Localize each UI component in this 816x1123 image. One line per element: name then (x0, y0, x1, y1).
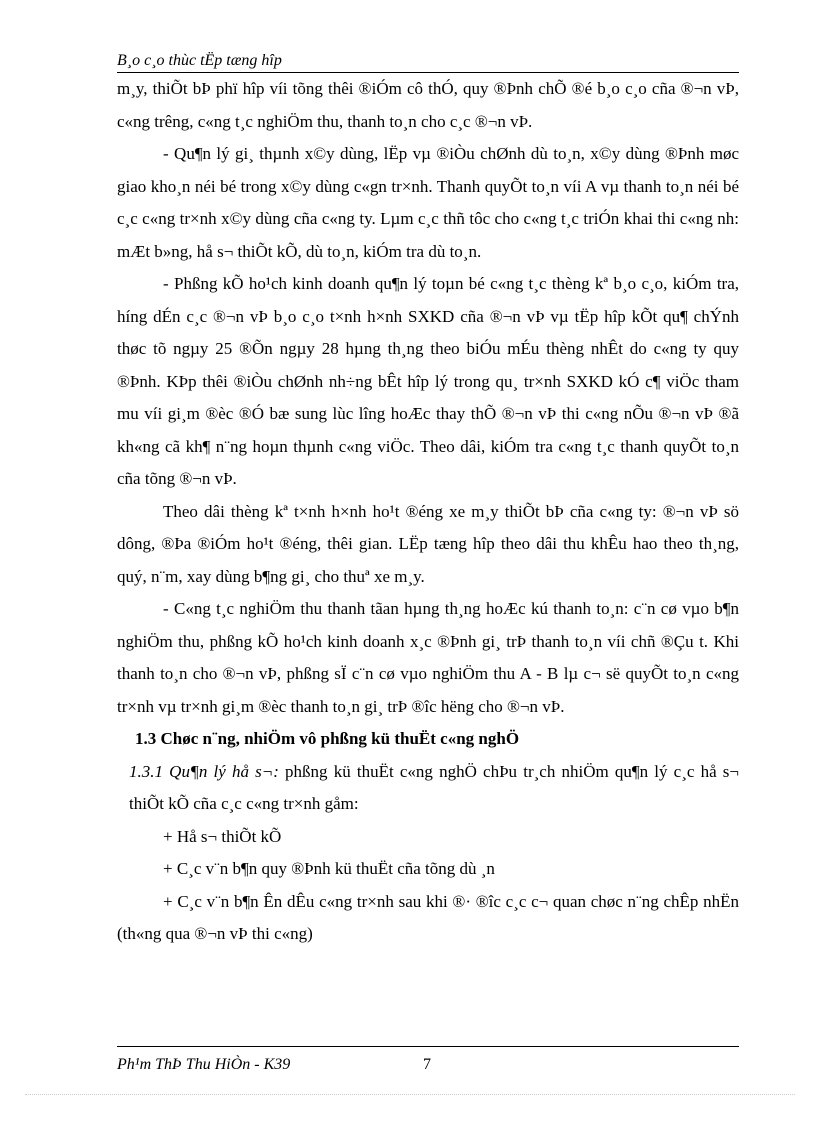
paragraph-cost-management: - Qu¶n lý gi¸ thµnh x©y dùng, lËp vµ ®iÒu chØnh dù to¸n, x©y dùng ®Þnh møc giao kho¸n néi bé trong x©y dùng c«gn tr×nh. Thanh quyÕt to¸n víi A vµ thanh to¸n néi bé c¸c c«ng tr×nh x©y dùng cña c«ng ty. Lµm c¸c thñ tôc cho c«ng t¸c triÓn khai thi c«ng nh: mÆt b»ng, hå s¬ thiÕt kÕ, dù to¸n, kiÓm tra dù to¸n. (117, 144, 739, 261)
section-heading: 1.3 Chøc n¨ng, nhiÖm vô phßng kü thuËt c«ng nghÖ (135, 729, 520, 748)
subsection-number: 1.3.1 Qu¶n lý hå s¬: (129, 761, 279, 781)
paragraph-equipment-tracking: Theo dâi thèng kª t×nh h×nh ho¹t ®éng xe m¸y thiÕt bÞ cña c«ng ty: ®¬n vÞ sö dông, ®Þa ®iÓm ho¹t ®éng, thêi gian. LËp tæng hîp theo dâi thu khÊu hao theo th¸ng, quý, n¨m, xay dùng b¶ng gi¸ cho thuª xe m¸y. (117, 501, 739, 586)
paragraph-planning-department: - Phßng kÕ ho¹ch kinh doanh qu¶n lý toµn bé c«ng t¸c thèng kª b¸o c¸o, kiÓm tra, híng dÉn c¸c ®¬n vÞ b¸o c¸o t×nh h×nh SXKD cña ®¬n vÞ vµ tËp hîp kÕt qu¶ chÝnh thøc tõ ngµy 25 ®Õn ngµy 28 hµng th¸ng theo biÓu mÉu thèng nhÊt do c«ng ty quy ®Þnh. KÞp thêi ®iÒu chØnh nh÷ng bÊt hîp lý trong qu¸ tr×nh SXKD kÓ c¶ viÖc tham mu víi gi¸m ®èc ®Ó bæ sung lùc lîng hoÆc thay thÕ ®¬n vÞ thi c«ng nÕu ®¬n vÞ ®ã kh«ng cã kh¶ n¨ng hoµn thµnh c«ng viÖc. Theo dâi, kiÓm tra c«ng t¸c thanh quyÕt to¸n cña tõng ®¬n vÞ. (117, 274, 739, 488)
document-body (117, 73, 739, 951)
page-number: 7 (423, 1056, 431, 1073)
page-bottom-dotted-line (25, 1094, 795, 1095)
footer-divider (117, 1046, 739, 1047)
list-item: + Hå s¬ thiÕt kÕ (163, 826, 282, 846)
paragraph-acceptance-payment: - C«ng t¸c nghiÖm thu thanh tãan hµng th¸ng hoÆc kú thanh to¸n: c¨n cø vµo b¶n nghiÖm thu, phßng kÕ ho¹ch kinh doanh x¸c ®Þnh gi¸ trÞ thanh to¸n víi chñ ®Çu t. Khi thanh to¸n cho ®¬n vÞ, phßng sÏ c¨n cø vµo nghiÖm thu A - B lµ c¬ së quyÕt to¸n c«ng tr×nh vµ tr×nh gi¸m ®èc thanh to¸n gi¸ trÞ ®îc hëng cho ®¬n vÞ. (117, 599, 739, 716)
running-header: B¸o c¸o thùc tËp tæng hîp (117, 52, 282, 69)
subsection-text: phßng kü thuËt c«ng nghÖ chÞu tr¸ch nhiÖm qu¶n lý c¸c hå s¬ thiÕt kÕ cña c¸c c«ng tr×nh gåm: (129, 761, 739, 813)
list-item: + C¸c v¨n b¶n quy ®Þnh kü thuËt cña tõng dù ¸n (163, 859, 495, 878)
list-item: + C¸c v¨n b¶n Ên dÊu c«ng tr×nh sau khi ®· ®îc c¸c c¬ quan chøc n¨ng chÊp nhËn (th«ng qua ®¬n vÞ thi c«ng) (117, 891, 739, 943)
paragraph-continuation: m¸y, thiÕt bÞ phï hîp víi tõng thêi ®iÓm cô thÓ, quy ®Þnh chÕ ®é b¸o c¸o cña ®¬n vÞ, c«ng trêng, c«ng t¸c nghiÖm thu, thanh to¸n cho c¸c ®¬n vÞ. (117, 79, 739, 131)
footer-author: Ph¹m ThÞ Thu HiÒn - K39 (117, 1056, 291, 1073)
subsection-paragraph (117, 756, 739, 821)
